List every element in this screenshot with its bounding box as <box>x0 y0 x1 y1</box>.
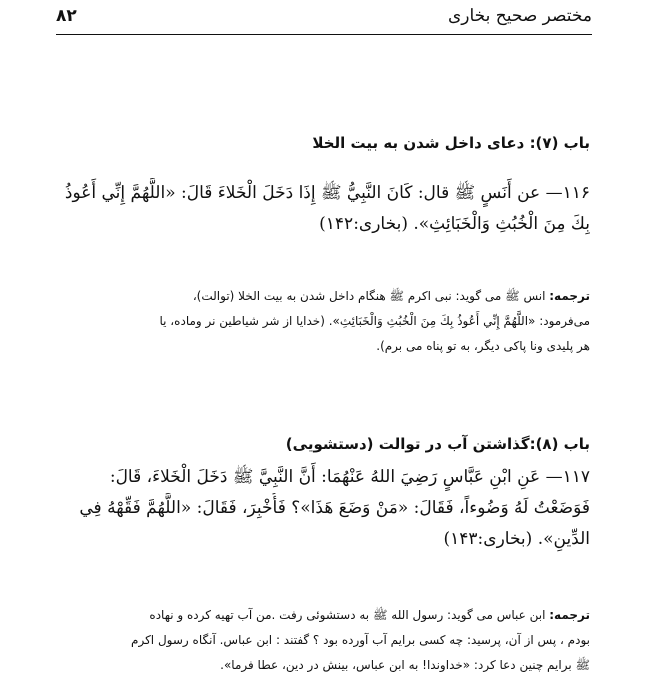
translation-label: ترجمه: <box>549 289 590 303</box>
translation-117 <box>56 603 590 678</box>
hadith-116-line-2: بِكَ مِنَ الْخُبُثِ وَالْخَبَائِثِ». (بخاری:۱۴۲) <box>319 214 590 234</box>
translation-116-line-1 <box>56 284 590 309</box>
translation-117-line-3: ﷺ برایم چنین دعا کرد: «خداوندا! به ابن عباس، بینش در دین، عطا فرما». <box>220 658 590 672</box>
translation-117-text-1: ابن عباس می گوید: رسول الله ﷺ به دستشوئی رفت .من آب تهیه کرده و نهاده <box>149 608 550 622</box>
translation-116-line-2: می‌فرمود: «اللَّهُمَّ إِنِّي أَعُوذُ بِكَ مِنَ الْخُبُثِ وَالْخَبَائِثِ». (خدایا از شر شیاطین نر وماده، یا <box>159 314 590 328</box>
book-title: مختصر صحیح بخاری <box>447 6 592 26</box>
hadith-116-line-1: ۱۱۶— عن أَنَسٍ ﷺ قال: كَانَ النَّبِيُّ ﷺ إِذَا دَخَلَ الْخَلاءَ قَالَ: «اللَّهُمَّ إِنِّي أَعُوذُ <box>64 183 590 203</box>
chapter-heading-8: باب (۸):گذاشتن آب در توالت (دستشویی) <box>285 435 590 453</box>
hadith-116 <box>56 178 590 240</box>
hadith-117-line-2: فَوَضَعْتُ لَهُ وَضُوءاً، فَقَالَ: «مَنْ وَضَعَ هَذَا»؟ فَأُخْبِرَ، فَقَالَ: «اللَّهُمَّ فَقِّهْهُ فِي <box>79 498 590 518</box>
hadith-117-line-3: الدِّينِ». (بخاری:۱۴۳) <box>443 529 590 549</box>
translation-116-text-1: انس ﷺ می گوید: نبی اکرم ﷺ هنگام داخل شدن به بیت الخلا (توالت)، <box>192 289 550 303</box>
hadith-117-line-1: ۱۱۷— عَنِ ابْنِ عَبَّاسٍ رَضِيَ اللهُ عَنْهُمَا: أَنَّ النَّبِيَّ ﷺ دَخَلَ الْخَلاءَ، قَالَ: <box>109 467 590 487</box>
page-header <box>56 4 592 35</box>
translation-116 <box>56 284 590 359</box>
translation-117-line-2: بودم ، پس از آن، پرسید: چه کسی برایم آب آورده بود ؟ گفتند : ابن عباس. آنگاه رسول اکرم <box>131 633 590 647</box>
chapter-heading-7: باب (۷): دعای داخل شدن به بیت الخلا <box>312 134 590 152</box>
page-number: ۸۲ <box>56 6 77 26</box>
translation-label: ترجمه: <box>549 608 590 622</box>
translation-117-line-1 <box>56 603 590 628</box>
hadith-117 <box>56 462 590 555</box>
translation-116-line-3: هر پلیدی ونا پاکی دیگر، به تو پناه می برم). <box>376 339 590 353</box>
